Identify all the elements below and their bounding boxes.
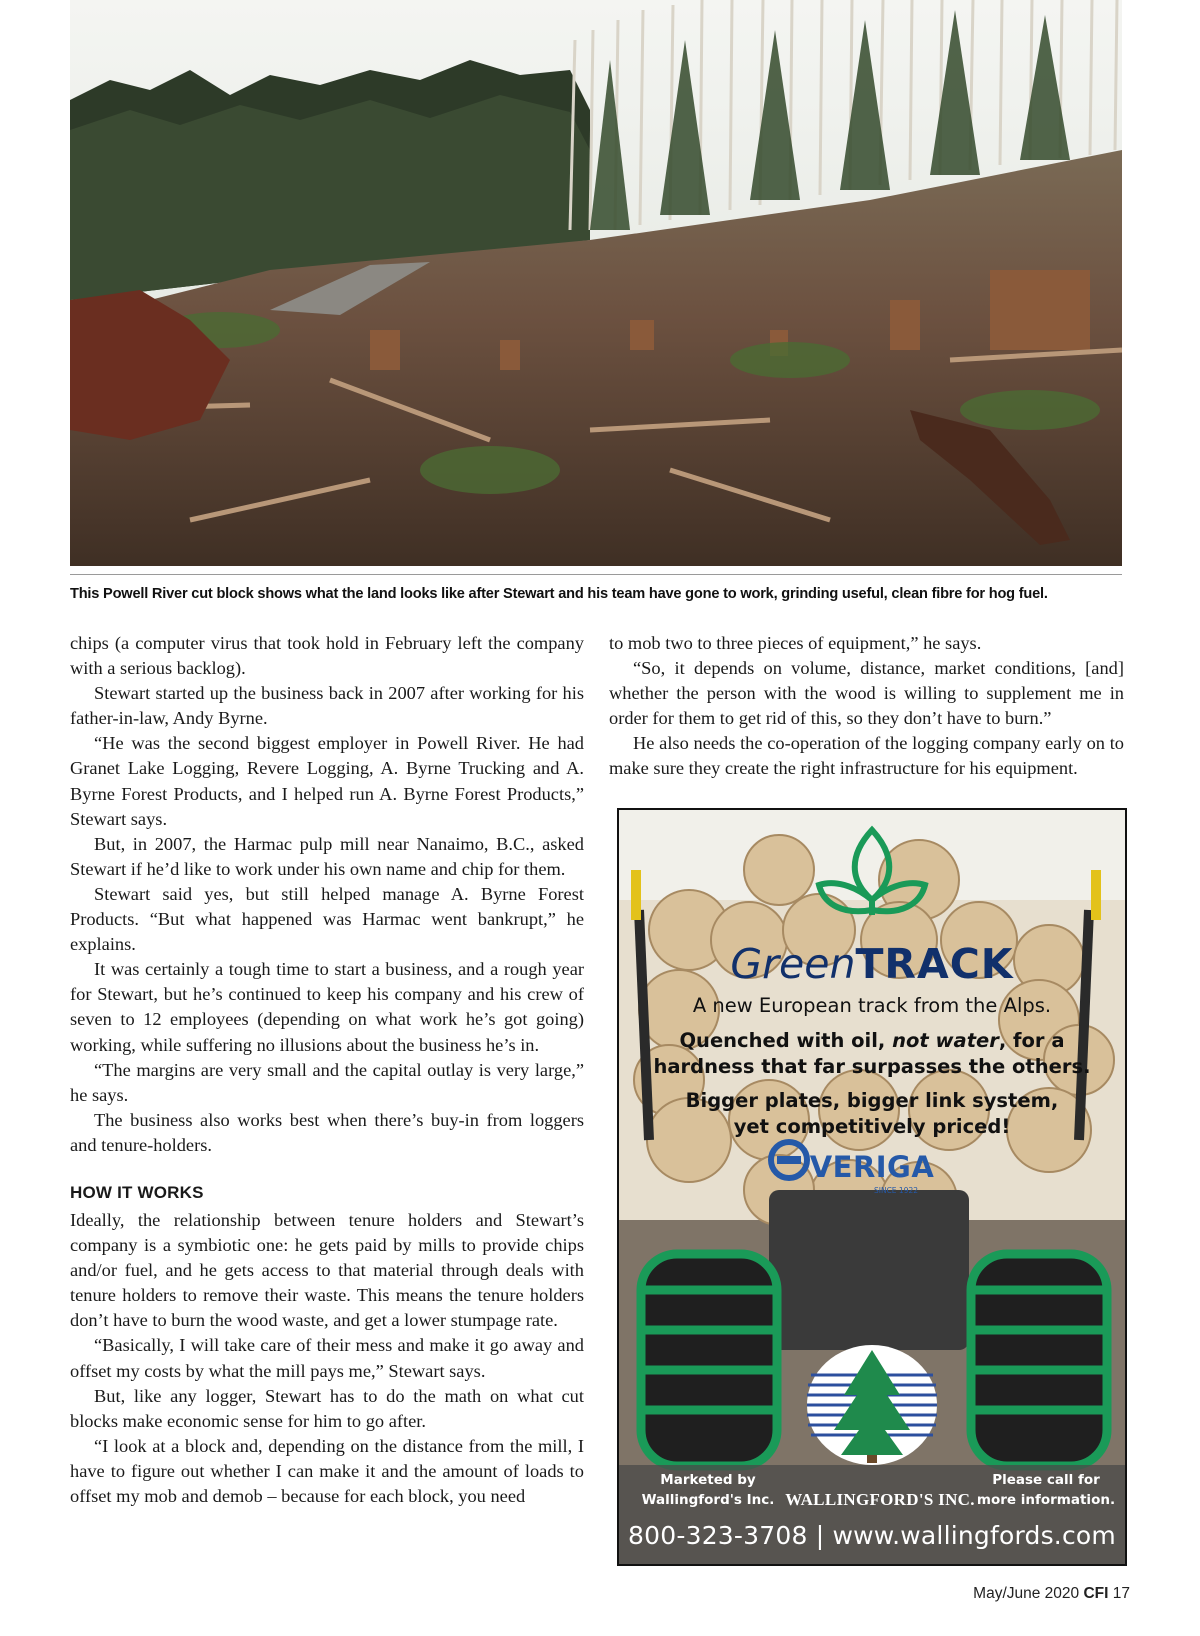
greentrack-advertisement[interactable] — [617, 808, 1127, 1566]
clearcut-photo — [70, 0, 1122, 566]
paragraph: “So, it depends on volume, distance, market conditions, [and] whether the person with the wood is willing to supplement me in order for them to get rid of this, so they don’t have to burn.” — [609, 658, 1124, 729]
article-column-2 — [609, 631, 1124, 782]
paragraph: chips (a computer virus that took hold in February left the company with a serious backlog). — [70, 633, 584, 679]
brand-green: Green — [730, 940, 856, 988]
page-number: 17 — [1112, 1585, 1130, 1602]
brand-track: TRACK — [855, 940, 1014, 988]
ad-quenched-copy: Quenched with oil, not water, for a hardness that far surpasses the others. — [653, 1029, 1091, 1078]
veriga-since: SINCE 1922 — [873, 1186, 919, 1195]
paragraph: to mob two to three pieces of equipment,” he says. — [609, 633, 982, 653]
wallingfords-tree-logo-icon — [807, 1345, 937, 1465]
paragraph: Stewart started up the business back in 2007 after working for his father-in-law, Andy Byrne. — [70, 683, 584, 729]
caption-rule — [70, 574, 1122, 575]
issue-date: May/June 2020 — [973, 1585, 1080, 1602]
ad-tagline: A new European track from the Alps. — [692, 994, 1052, 1017]
section-subhead: HOW IT WORKS — [70, 1182, 204, 1202]
paragraph: The business also works best when there’s buy-in from loggers and tenure-holders. — [70, 1109, 584, 1155]
page-footer — [973, 1585, 1130, 1603]
paragraph: “The margins are very small and the capital outlay is very large,” he says. — [70, 1059, 584, 1105]
photo-caption: This Powell River cut block shows what the land looks like after Stewart and his team have gone to work, grinding useful, clean fibre for hog fuel. — [70, 586, 1048, 602]
greentrack-brand — [619, 940, 1125, 988]
paragraph: “Basically, I will take care of their mess and make it go away and offset my costs by what the mill pays me,” Stewart says. — [70, 1335, 584, 1381]
marketed-by: Marketed by Wallingford's Inc. — [641, 1472, 775, 1508]
paragraph: He also needs the co-operation of the logging company early on to make sure they create the right infrastructure for his equipment. — [609, 733, 1124, 779]
wallingfords-name: WALLINGFORD'S INC. — [785, 1490, 975, 1509]
paragraph: It was certainly a tough time to start a business, and a rough year for Stewart, but he’s continued to keep his company and his crew of seven to 12 employees (depending on what work he’s got going) working, while suffering no illusions about the business he’s in. — [70, 959, 584, 1055]
phone-website-link[interactable]: 800-323-3708 | www.wallingfords.com — [628, 1521, 1116, 1550]
paragraph: Ideally, the relationship between tenure holders and Stewart’s company is a symbiotic one: he gets paid by mills to provide chips and/or fuel, and he gets access to that material through deals with tenure holders to remove their waste. This means the tenure holders don’t have to burn the wood waste, and get a lower stumpage rate. — [70, 1209, 584, 1331]
paragraph: Stewart said yes, but still helped manage A. Byrne Forest Products. “But what happened was Harmac went bankrupt,” he explains. — [70, 883, 584, 955]
paragraph: But, like any logger, Stewart has to do the math on what cut blocks make economic sense for him to go after. — [70, 1385, 584, 1431]
call-for-info: Please call for more information. — [976, 1472, 1116, 1508]
magazine-name: CFI — [1083, 1585, 1109, 1602]
paragraph: But, in 2007, the Harmac pulp mill near Nanaimo, B.C., asked Stewart if he’d like to work under his own name and chip for them. — [70, 833, 584, 879]
ad-pricing-copy: Bigger plates, bigger link system, yet competitively priced! — [685, 1089, 1059, 1138]
paragraph: “He was the second biggest employer in Powell River. He had Granet Lake Logging, Revere Logging, A. Byrne Trucking and A. Byrne Forest Products, and I helped run A. Byrne Forest Products,” Stewart says. — [70, 733, 584, 829]
paragraph: “I look at a block and, depending on the distance from the mill, I have to figure out whether I can make it and the amount of loads to offset my mob and demob – because for each block, you need — [70, 1435, 584, 1506]
veriga-logo-text: VERIGA — [809, 1150, 935, 1184]
article-column-1 — [70, 631, 584, 1509]
